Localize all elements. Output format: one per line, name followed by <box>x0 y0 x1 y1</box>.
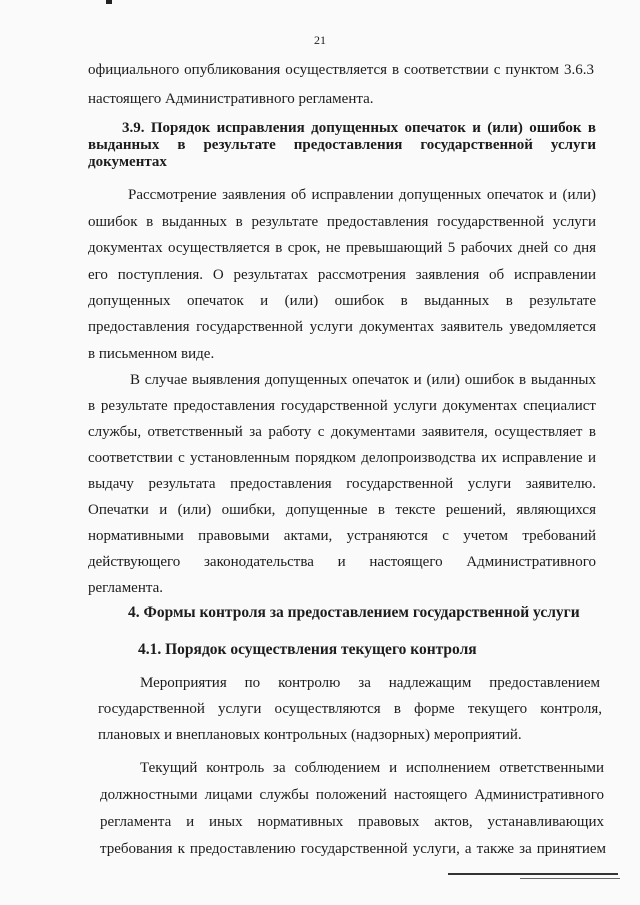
text-line: регламента. <box>88 580 164 596</box>
text-line: ошибок в выданных в результате предоставления государственной услуги <box>88 214 596 230</box>
text-line: предоставления государственной услуги документах заявитель уведомляется <box>88 319 596 335</box>
text-line: регламента и иных нормативных правовых актов, устанавливающих <box>100 814 604 830</box>
section-heading: 4. Формы контроля за предоставлением государственной услуги <box>128 604 580 621</box>
page-number: 21 <box>314 33 326 47</box>
text-line: должностными лицами службы положений настоящего Административного <box>100 787 604 803</box>
scan-edge-line <box>520 878 620 879</box>
scan-artifact <box>106 0 112 4</box>
text-line: официального опубликования осуществляется в соответствии с пунктом 3.6.3 <box>88 62 594 78</box>
text-line: Текущий контроль за соблюдением и исполнением ответственными <box>140 760 604 776</box>
text-line: Опечатки и (или) ошибки, допущенные в тексте решений, являющихся <box>88 502 596 518</box>
text-line: государственной услуги осуществляются в форме текущего контроля, <box>98 701 602 717</box>
text-line: нормативными правовыми актами, устраняются с учетом требований <box>88 528 596 544</box>
text-line: в письменном виде. <box>88 346 215 362</box>
text-line: службы, ответственный за работу с документами заявителя, осуществляет в <box>88 424 596 440</box>
section-heading: документах <box>88 154 167 170</box>
text-line: выдачу результата предоставления государственной услуги заявителю. <box>88 476 596 492</box>
text-line: требования к предоставлению государственной услуги, а также за принятием <box>100 841 606 857</box>
text-line: документах осуществляется в срок, не превышающий 5 рабочих дней со дня <box>88 240 596 256</box>
text-line: настоящего Административного регламента. <box>88 91 374 107</box>
text-line: допущенных опечаток и (или) ошибок в выданных в результате <box>88 293 596 309</box>
scan-edge-line <box>448 873 618 875</box>
text-line: его поступления. О результатах рассмотрения заявления об исправлении <box>88 267 596 283</box>
section-heading: выданных в результате предоставления государственной услуги <box>88 137 596 153</box>
text-line: плановых и внеплановых контрольных (надзорных) мероприятий. <box>98 727 522 743</box>
section-heading: 4.1. Порядок осуществления текущего контроля <box>138 641 477 658</box>
text-line: В случае выявления допущенных опечаток и (или) ошибок в выданных <box>130 372 596 388</box>
text-line: соответствии с установленным порядком делопроизводства их исправление и <box>88 450 596 466</box>
section-heading: 3.9. Порядок исправления допущенных опечаток и (или) ошибок в <box>122 120 596 136</box>
text-line: Мероприятия по контролю за надлежащим предоставлением <box>140 675 600 691</box>
text-line: в результате предоставления государственной услуги документах специалист <box>88 398 596 414</box>
text-line: действующего законодательства и настоящего Административного <box>88 554 596 570</box>
text-line: Рассмотрение заявления об исправлении допущенных опечаток и (или) <box>128 187 596 203</box>
